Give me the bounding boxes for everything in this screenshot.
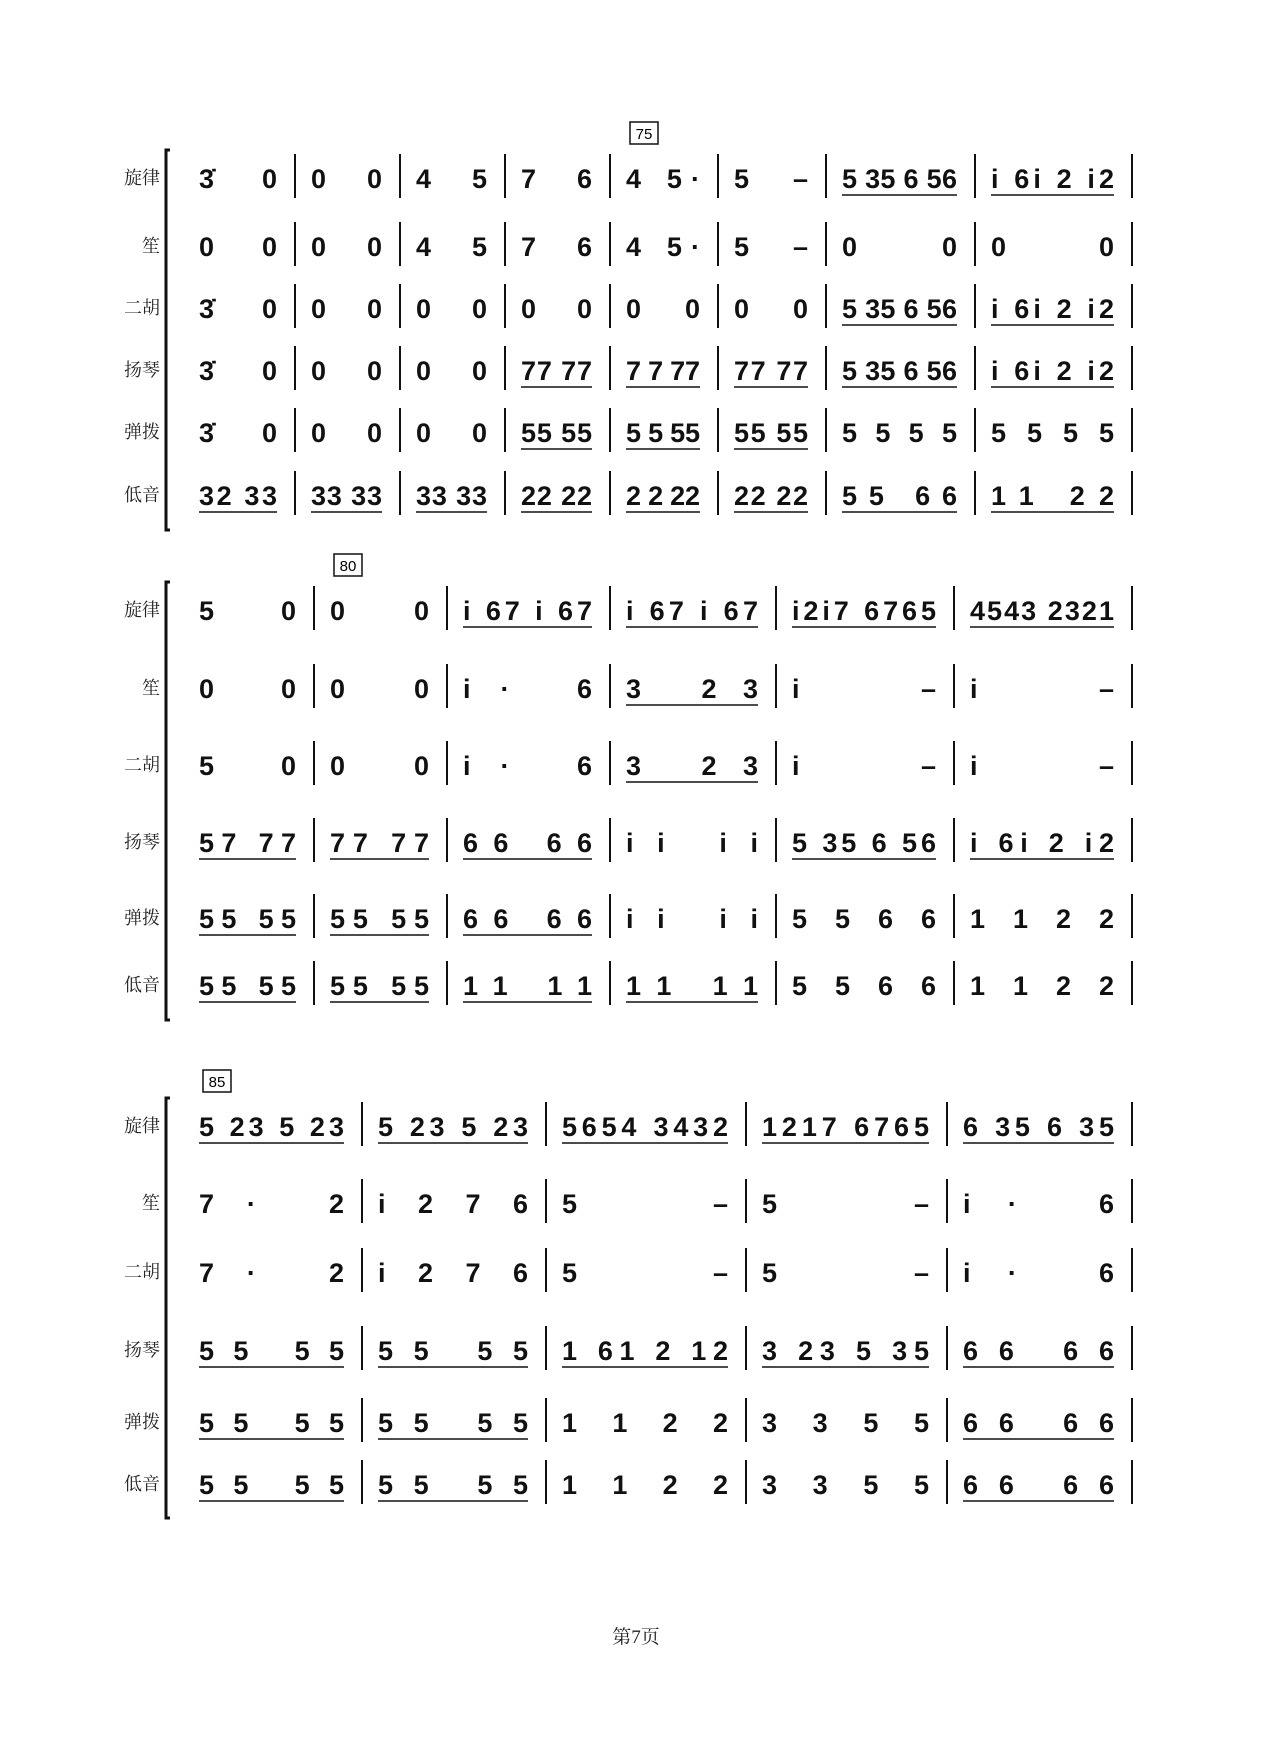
instrument-label: 笙 [142,236,160,256]
measure-notes: 5 5 6 6 [792,904,936,934]
measure-notes: 5 23 5 23 [199,1112,344,1142]
rehearsal-mark: 80 [339,558,357,575]
measure-notes: 5 – [734,164,808,194]
measure-notes: 5 23 5 23 [378,1112,528,1142]
measure-notes: 1217 6765 [762,1112,929,1142]
measure-notes: 5 – [762,1258,929,1288]
measure-notes: 55 55 [330,904,429,934]
instrument-label: 笙 [142,678,160,698]
measure-notes: 1 1 2 2 [970,904,1114,934]
measure-notes: 55 55 [734,418,808,448]
measure-notes: 5 – [762,1189,929,1219]
measure-notes: 5 0 [199,596,296,626]
instrument-label: 二胡 [124,755,160,775]
measure-notes: 55 55 [199,1470,344,1500]
measure-notes: 0 0 [311,294,382,324]
measure-notes: 0 0 [416,294,487,324]
measure-notes: 5 5 5 5 [991,418,1114,448]
measure-notes: 3̇ 0 [199,164,277,194]
measure-notes: 55 55 [521,418,592,448]
measure-notes: 55 66 [842,481,957,511]
measure-notes: 7 6 [521,164,592,194]
measure-notes: 4 5 [416,164,487,194]
measure-notes: i· 6 [963,1189,1114,1219]
measure-notes: 55 55 [378,1470,528,1500]
measure-notes: 1 1 2 2 [562,1408,728,1438]
measure-notes: 5 0 [199,751,296,781]
system-3 [124,1070,1132,1518]
measure-notes: 57 77 [199,828,296,858]
measure-notes: 3̇ 0 [199,418,277,448]
measure-notes: 0 0 [311,164,382,194]
page-number: 第7页 [612,1627,660,1648]
measure-notes: i· 6 [463,674,592,704]
measure-notes: 0 0 [330,596,429,626]
measure-notes: ii ii [626,904,758,934]
measure-notes: i 67 i 67 [463,596,592,626]
measure-notes: 3 23 5 35 [762,1336,929,1366]
instrument-label: 二胡 [124,298,160,318]
measure-notes: 55 55 [199,904,296,934]
measure-notes: 1 1 2 2 [970,971,1114,1001]
instrument-label: 扬琴 [124,832,160,852]
measure-notes: 11 11 [463,971,592,1001]
measure-notes: 5 35 6 56 [842,294,957,324]
measure-notes: 33 33 [311,481,382,511]
measure-notes: 4 5 [416,232,487,262]
measure-notes: 11 22 [991,481,1114,511]
measure-notes: 5 5 6 6 [792,971,936,1001]
measure-notes: 5 5 5 5 [842,418,957,448]
measure-notes: 0 0 [199,674,296,704]
measure-notes: 3 23 [626,674,758,704]
measure-notes: 0 0 [311,356,382,386]
measure-notes: 7· 2 [199,1258,344,1288]
measure-notes: i 2 7 6 [378,1189,528,1219]
measure-notes: 0 0 [311,418,382,448]
measure-notes: 5654 3432 [562,1112,728,1142]
measure-notes: 0 0 [521,294,592,324]
measure-notes: 0 0 [330,751,429,781]
measure-notes: 33 33 [416,481,487,511]
measure-notes: 3̇ 0 [199,294,277,324]
measure-notes: 3 3 5 5 [762,1470,929,1500]
measure-notes: 3 3 5 5 [762,1408,929,1438]
measure-notes: 0 0 [626,294,700,324]
measure-notes: 4 5· [626,164,700,194]
measure-notes: 2 2 22 [626,481,700,511]
measure-notes: 77 77 [734,356,808,386]
measure-notes: 0 0 [734,294,808,324]
instrument-label: 扬琴 [124,360,160,380]
rehearsal-mark: 75 [635,126,653,143]
measure-notes: 0 0 [199,232,277,262]
measure-notes: i· 6 [963,1258,1114,1288]
measure-notes: 66 66 [963,1336,1114,1366]
system-bracket [166,1098,170,1518]
measure-notes: 5 – [562,1258,728,1288]
system-bracket [166,582,170,1020]
instrument-label: 低音 [124,975,160,995]
measure-notes: i – [970,674,1114,704]
measure-notes: i 6i 2 i2 [991,356,1114,386]
measure-notes: i 67 i 67 [626,596,758,626]
system-bracket [166,150,170,530]
measure-notes: 0 0 [311,232,382,262]
measure-notes: 11 11 [626,971,758,1001]
measure-notes: 55 55 [199,1408,344,1438]
instrument-label: 弹拨 [124,422,160,442]
measure-notes: 66 66 [463,904,592,934]
measure-notes: i – [792,674,936,704]
measure-notes: 6 35 6 35 [963,1112,1114,1142]
measure-notes: 0 0 [991,232,1114,262]
measure-notes: 77 77 [521,356,592,386]
measure-notes: i2i7 6765 [792,596,936,626]
measure-notes: 5 35 6 56 [792,828,936,858]
measure-notes: ii ii [626,828,758,858]
measure-notes: 5 35 6 56 [842,164,957,194]
instrument-label: 笙 [142,1193,160,1213]
measure-notes: 55 55 [199,971,296,1001]
measure-notes: 77 77 [330,828,429,858]
measure-notes: i 6i 2 i2 [970,828,1114,858]
measure-notes: 0 0 [330,674,429,704]
measure-notes: 5 – [562,1189,728,1219]
system-1 [124,122,1132,530]
instrument-label: 二胡 [124,1262,160,1282]
measure-notes: 5 5 55 [626,418,700,448]
measure-notes: 55 55 [378,1336,528,1366]
measure-notes: 5 – [734,232,808,262]
measure-notes: 32 33 [199,481,277,511]
measure-notes: 5 35 6 56 [842,356,957,386]
measure-notes: 3̇ 0 [199,356,277,386]
measure-notes: 55 55 [199,1336,344,1366]
instrument-label: 旋律 [124,168,160,188]
measure-notes: 7 7 77 [626,356,700,386]
measure-notes: 22 22 [521,481,592,511]
instrument-label: 旋律 [124,1116,160,1136]
instrument-label: 低音 [124,485,160,505]
instrument-label: 弹拨 [124,908,160,928]
measure-notes: i 6i 2 i2 [991,164,1114,194]
measure-notes: i – [792,751,936,781]
measure-notes: 66 66 [463,828,592,858]
measure-notes: 1 1 2 2 [562,1470,728,1500]
measure-notes: 7 6 [521,232,592,262]
instrument-label: 扬琴 [124,1340,160,1360]
measure-notes: 0 0 [416,356,487,386]
measure-notes: 4 5· [626,232,700,262]
measure-notes: 66 66 [963,1470,1114,1500]
measure-notes: 7· 2 [199,1189,344,1219]
measure-notes: 3 23 [626,751,758,781]
instrument-label: 弹拨 [124,1412,160,1432]
instrument-label: 低音 [124,1474,160,1494]
measure-notes: 22 22 [734,481,808,511]
measure-notes: 55 55 [330,971,429,1001]
measure-notes: 55 55 [378,1408,528,1438]
measure-notes: i 6i 2 i2 [991,294,1114,324]
instrument-label: 旋律 [124,600,160,620]
measure-notes: 66 66 [963,1408,1114,1438]
measure-notes: i 2 7 6 [378,1258,528,1288]
measure-notes: 1 61 2 12 [562,1336,728,1366]
measure-notes: i – [970,751,1114,781]
measure-notes: 0 0 [416,418,487,448]
measure-notes: i· 6 [463,751,592,781]
measure-notes: 4543 2321 [970,596,1114,626]
system-2 [124,554,1132,1020]
measure-notes: 0 0 [842,232,957,262]
rehearsal-mark: 85 [208,1074,226,1091]
